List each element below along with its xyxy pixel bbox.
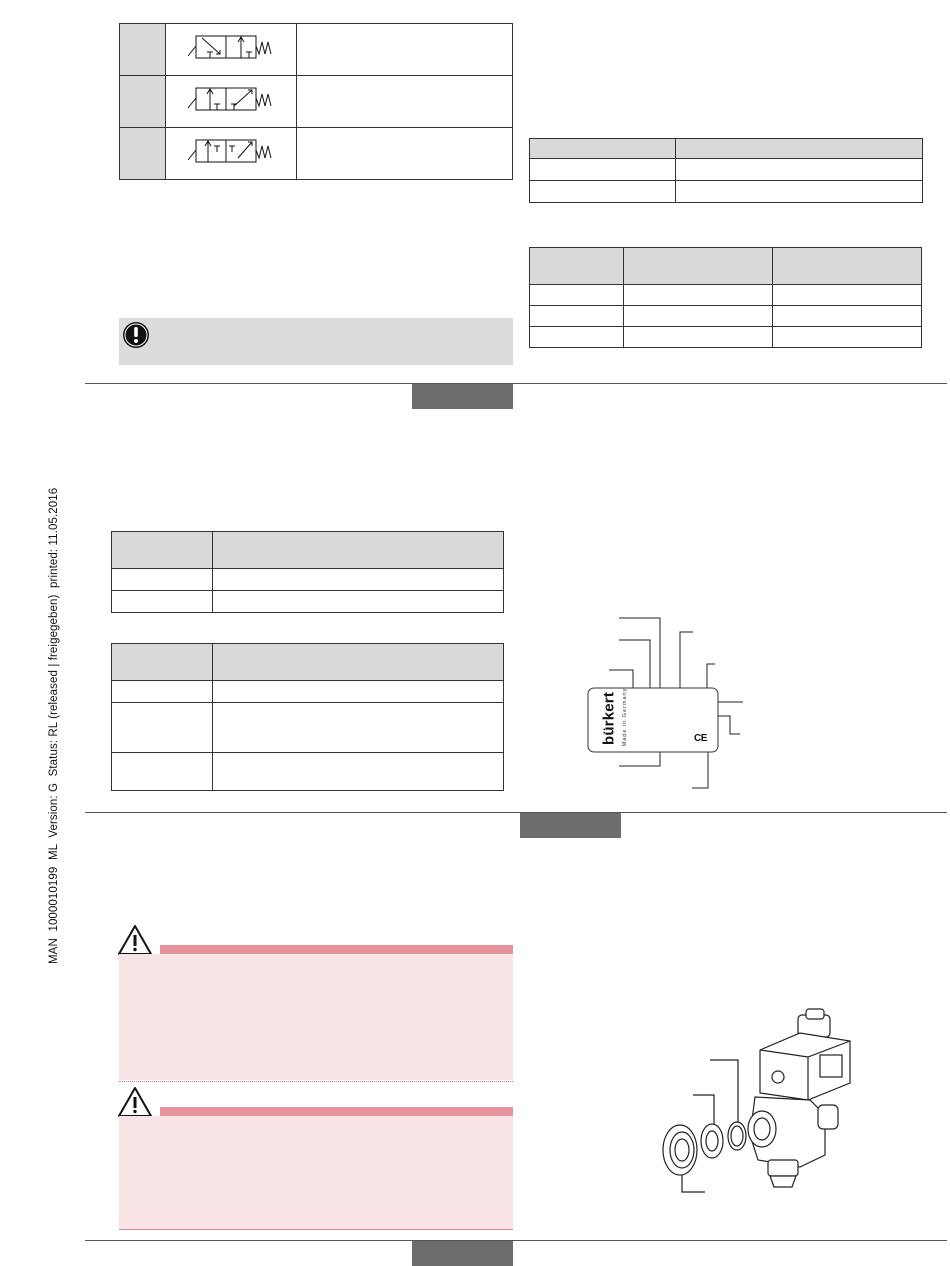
circuit-id-cell bbox=[120, 76, 166, 128]
header-cell bbox=[112, 644, 213, 681]
warning-triangle-icon bbox=[117, 1086, 153, 1118]
circuit-description-cell bbox=[296, 76, 512, 128]
table-row bbox=[112, 591, 504, 613]
table-cell bbox=[112, 681, 213, 703]
section-tab bbox=[520, 813, 621, 838]
warning-box bbox=[119, 954, 513, 1080]
circuit-description-cell bbox=[296, 128, 512, 180]
table-row bbox=[112, 753, 504, 791]
circuit-function-table bbox=[119, 23, 513, 180]
warning-bar bbox=[160, 945, 513, 954]
warning-box bbox=[119, 1116, 513, 1229]
table-row bbox=[530, 306, 922, 327]
warning-separator bbox=[119, 1229, 513, 1230]
section-tab bbox=[412, 1241, 513, 1266]
table-header-row bbox=[112, 532, 504, 569]
header-cell bbox=[530, 248, 624, 285]
table-row bbox=[530, 181, 923, 203]
table-header-row bbox=[530, 139, 923, 159]
header-cell bbox=[773, 248, 922, 285]
data-table-4 bbox=[111, 643, 504, 791]
section-tab bbox=[412, 384, 513, 409]
table-header-row bbox=[112, 644, 504, 681]
valve-symbol-icon bbox=[186, 34, 276, 62]
table-cell bbox=[530, 327, 624, 348]
data-table-2 bbox=[529, 247, 922, 348]
burkert-logo: bürkert bbox=[600, 691, 618, 746]
ce-mark: CE bbox=[694, 733, 707, 744]
header-cell bbox=[530, 139, 676, 159]
table-row bbox=[530, 285, 922, 306]
table-row bbox=[120, 24, 513, 76]
warning-separator bbox=[119, 1081, 513, 1082]
table-header-row bbox=[530, 248, 922, 285]
table-cell bbox=[530, 181, 676, 203]
header-cell bbox=[213, 644, 504, 681]
circuit-symbol-cell bbox=[165, 24, 296, 76]
header-cell bbox=[112, 532, 213, 569]
warning-bar bbox=[160, 1107, 513, 1116]
table-cell bbox=[213, 753, 504, 791]
data-table-1 bbox=[529, 138, 923, 203]
circuit-description-cell bbox=[296, 24, 512, 76]
notice-box bbox=[119, 318, 513, 365]
table-cell bbox=[676, 181, 923, 203]
table-cell bbox=[676, 159, 923, 181]
header-cell bbox=[213, 532, 504, 569]
circuit-symbol-cell bbox=[165, 76, 296, 128]
table-cell bbox=[530, 159, 676, 181]
table-cell bbox=[773, 327, 922, 348]
table-cell bbox=[213, 569, 504, 591]
valve-assembly-drawing bbox=[650, 1005, 880, 1200]
circuit-symbol-cell bbox=[165, 128, 296, 180]
header-cell bbox=[676, 139, 923, 159]
table-cell bbox=[213, 591, 504, 613]
table-cell bbox=[530, 306, 624, 327]
valve-symbol-icon bbox=[186, 138, 276, 166]
table-cell bbox=[213, 703, 504, 753]
header-cell bbox=[624, 248, 773, 285]
table-row bbox=[112, 681, 504, 703]
table-row bbox=[120, 76, 513, 128]
table-cell bbox=[624, 327, 773, 348]
section-divider bbox=[85, 383, 947, 384]
table-cell bbox=[530, 285, 624, 306]
data-table-3 bbox=[111, 531, 504, 613]
valve-symbol-icon bbox=[186, 86, 276, 114]
table-row bbox=[112, 703, 504, 753]
section-divider bbox=[85, 812, 947, 813]
table-cell bbox=[112, 703, 213, 753]
table-row bbox=[530, 159, 923, 181]
table-row bbox=[112, 569, 504, 591]
table-row bbox=[530, 327, 922, 348]
circuit-id-cell bbox=[120, 24, 166, 76]
table-row bbox=[120, 128, 513, 180]
warning-triangle-icon bbox=[117, 924, 153, 956]
table-cell bbox=[112, 753, 213, 791]
table-cell bbox=[213, 681, 504, 703]
section-divider bbox=[85, 1240, 947, 1241]
table-cell bbox=[112, 569, 213, 591]
table-cell bbox=[624, 306, 773, 327]
made-in-germany-text: Made in Germany bbox=[622, 687, 628, 747]
table-cell bbox=[773, 306, 922, 327]
table-cell bbox=[773, 285, 922, 306]
document-metadata: MAN 1000010199 ML Version: G Status: RL (released | freigegeben) printed: 11.05.2016 bbox=[48, 487, 60, 964]
table-cell bbox=[624, 285, 773, 306]
circuit-id-cell bbox=[120, 128, 166, 180]
nameplate-brand-area bbox=[598, 687, 628, 750]
table-cell bbox=[112, 591, 213, 613]
exclamation-circle-icon bbox=[121, 320, 151, 350]
